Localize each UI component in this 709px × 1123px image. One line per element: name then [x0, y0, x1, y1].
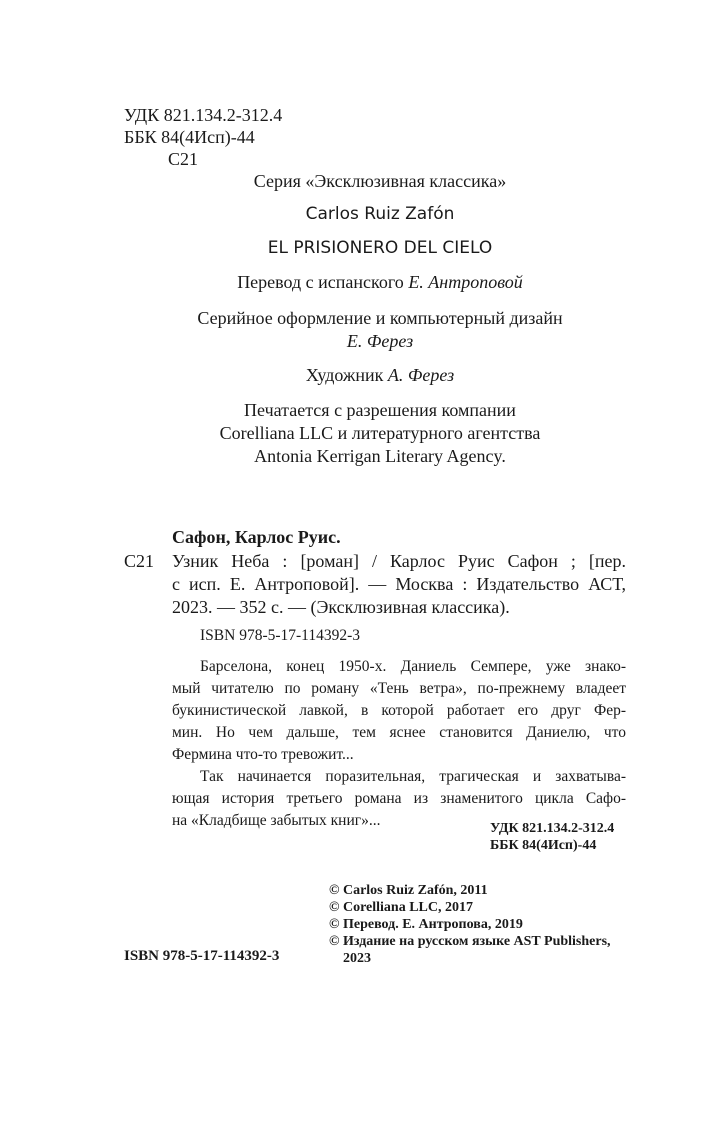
udk-code-bottom: УДК 821.134.2-312.4	[490, 821, 615, 836]
original-author: Carlos Ruiz Zafón	[305, 204, 455, 224]
permission-line-1: Печатается с разрешения компании	[244, 400, 516, 420]
bbk-code-top: ББК 84(4Исп)-44	[124, 127, 255, 147]
annotation-line: Так начинается поразительная, трагическая и захватыва-	[200, 768, 626, 785]
bibliographic-description	[172, 550, 626, 619]
artist-line	[0, 364, 709, 386]
udk-code-top: УДК 821.134.2-312.4	[124, 105, 283, 125]
translation-prefix: Перевод с испанского	[237, 272, 409, 292]
annotation-line: мый читателю по роману «Тень ветра», по-прежнему владеет	[172, 680, 626, 697]
annotation-line: мин. Но чем дальше, тем яснее становится Даниелю, что	[172, 724, 626, 741]
catalog-author-heading: Сафон, Карлос Руис.	[172, 527, 341, 547]
artist-prefix: Художник	[305, 365, 388, 385]
bib-line: Узник Неба : [роман] / Карлос Руис Сафон ; [пер.	[172, 551, 626, 571]
copyright-line: © Corelliana LLC, 2017	[329, 900, 473, 915]
copyright-line: © Перевод. Е. Антропова, 2019	[329, 917, 523, 932]
annotation-paragraph-1	[172, 656, 626, 766]
author-sign-top: С21	[168, 149, 199, 169]
isbn-bottom: ISBN 978-5-17-114392-3	[124, 948, 280, 964]
copyright-line: © Издание на русском языке AST Publishers,	[329, 934, 611, 949]
translation-line	[0, 271, 709, 293]
catalog-isbn: ISBN 978-5-17-114392-3	[200, 627, 361, 644]
annotation-line: на «Кладбище забытых книг»...	[172, 812, 381, 829]
original-title: EL PRISIONERO DEL CIELO	[267, 238, 493, 258]
design-line: Серийное оформление и компьютерный дизайн	[197, 308, 563, 328]
designer-name	[0, 330, 709, 352]
artist-name: А. Ферез	[387, 365, 455, 385]
annotation-line: Барселона, конец 1950-х. Даниель Семпере, уже знако-	[200, 658, 626, 675]
permission-line-2: Corelliana LLC и литературного агентства	[219, 423, 541, 443]
bbk-code-bottom: ББК 84(4Исп)-44	[490, 838, 597, 853]
annotation-line: букинистической лавкой, в которой работает его друг Фер-	[172, 702, 626, 719]
permission-line-3: Antonia Kerrigan Literary Agency.	[254, 446, 506, 466]
bib-line: с исп. Е. Антроповой]. — Москва : Издательство АСТ,	[172, 574, 626, 594]
copyright-block	[329, 882, 611, 967]
copyright-year-continuation: 2023	[343, 951, 371, 966]
series-line: Серия «Эксклюзивная классика»	[253, 171, 507, 191]
annotation-line: Фермина что-то тревожит...	[172, 746, 354, 763]
translator-name: Е. Антроповой	[408, 272, 523, 292]
annotation-line: ющая история третьего романа из знаменитого цикла Сафо-	[172, 790, 626, 807]
catalog-author-sign: С21	[124, 551, 155, 571]
designer-name-text: Е. Ферез	[346, 331, 414, 351]
bib-line: 2023. — 352 с. — (Эксклюзивная классика).	[172, 597, 510, 617]
copyright-line: © Carlos Ruiz Zafón, 2011	[329, 883, 488, 898]
